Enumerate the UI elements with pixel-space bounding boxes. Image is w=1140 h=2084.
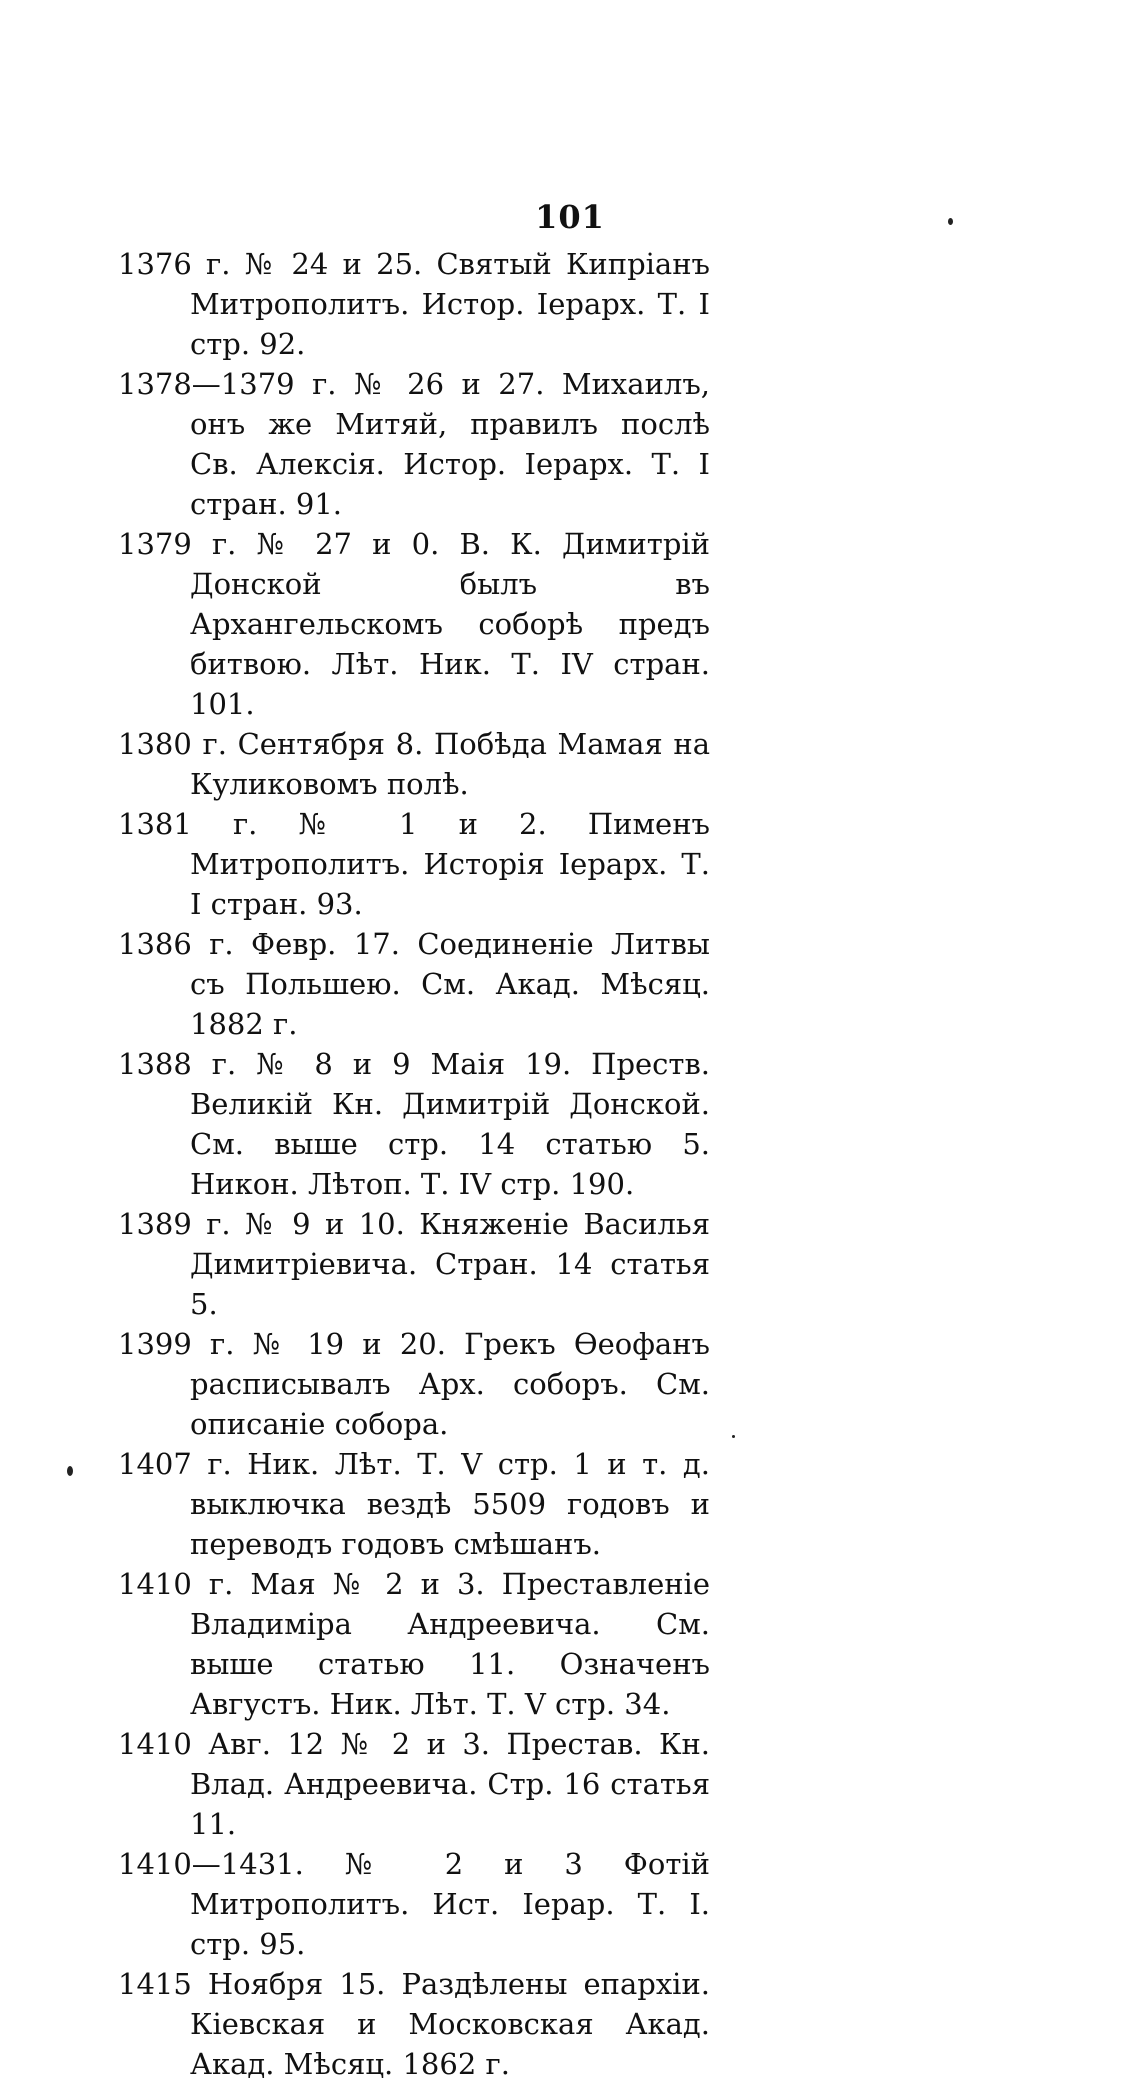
chronology-entry: 1388 г. № 8 и 9 Маія 19. Преств. Великій Кн. Димитрій Донской. См. выше стр. 14 статью 5. Никон. Лѣтоп. Т. IV стр. 190.	[118, 1047, 710, 1201]
chronology-entry: 1381 г. № 1 и 2. Пименъ Митрополитъ. Исторія Іерарх. Т. I стран. 93.	[118, 807, 710, 921]
chronology-entry: 1376 г. № 24 и 25. Святый Кипріанъ Митрополитъ. Истор. Іерарх. Т. I стр. 92.	[118, 247, 710, 361]
chronology-entry: 1410 г. Мая № 2 и 3. Преставленіе Владиміра Андреевича. См. выше статью 11. Означенъ Августъ. Ник. Лѣт. Т. V стр. 34.	[118, 1567, 710, 1721]
chronology-entry: 1410 Авг. 12 № 2 и 3. Престав. Кн. Влад. Андреевича. Стр. 16 статья 11.	[118, 1727, 710, 1841]
chronology-entry: 1399 г. № 19 и 20. Грекъ Ѳеофанъ расписывалъ Арх. соборъ. См. описаніе собора.	[118, 1327, 710, 1441]
chronology-entry: 1380 г. Сентября 8. Побѣда Мамая на Куликовомъ полѣ.	[118, 727, 710, 801]
chronology-list	[118, 244, 710, 2084]
page-number: 101	[535, 198, 605, 236]
chronology-entry: 1407 г. Ник. Лѣт. Т. V стр. 1 и т. д. выключка вездѣ 5509 годовъ и переводъ годовъ смѣшанъ.	[118, 1447, 710, 1561]
scan-speck	[948, 218, 953, 225]
chronology-entry: 1378—1379 г. № 26 и 27. Михаилъ, онъ же Митяй, правилъ послѣ Св. Алексія. Истор. Іерарх. Т. I стран. 91.	[118, 367, 710, 521]
chronology-entry: 1389 г. № 9 и 10. Княженіе Василья Димитріевича. Стран. 14 статья 5.	[118, 1207, 710, 1321]
scan-speck	[67, 1466, 73, 1476]
chronology-entry: 1386 г. Февр. 17. Соединеніе Литвы съ Польшею. См. Акад. Мѣсяц. 1882 г.	[118, 927, 710, 1041]
chronology-entry: 1379 г. № 27 и 0. В. К. Димитрій Донской былъ въ Архангельскомъ соборѣ предъ битвою. Лѣт. Ник. Т. IV стран. 101.	[118, 527, 710, 721]
chronology-entry: 1410—1431. № 2 и 3 Фотій Митрополитъ. Ист. Іерар. Т. I. стр. 95.	[118, 1847, 710, 1961]
scan-speck	[732, 1435, 735, 1438]
chronology-entry: 1415 Ноября 15. Раздѣлены епархіи. Кіевская и Московская Акад. Акад. Мѣсяц. 1862 г.	[118, 1967, 710, 2081]
